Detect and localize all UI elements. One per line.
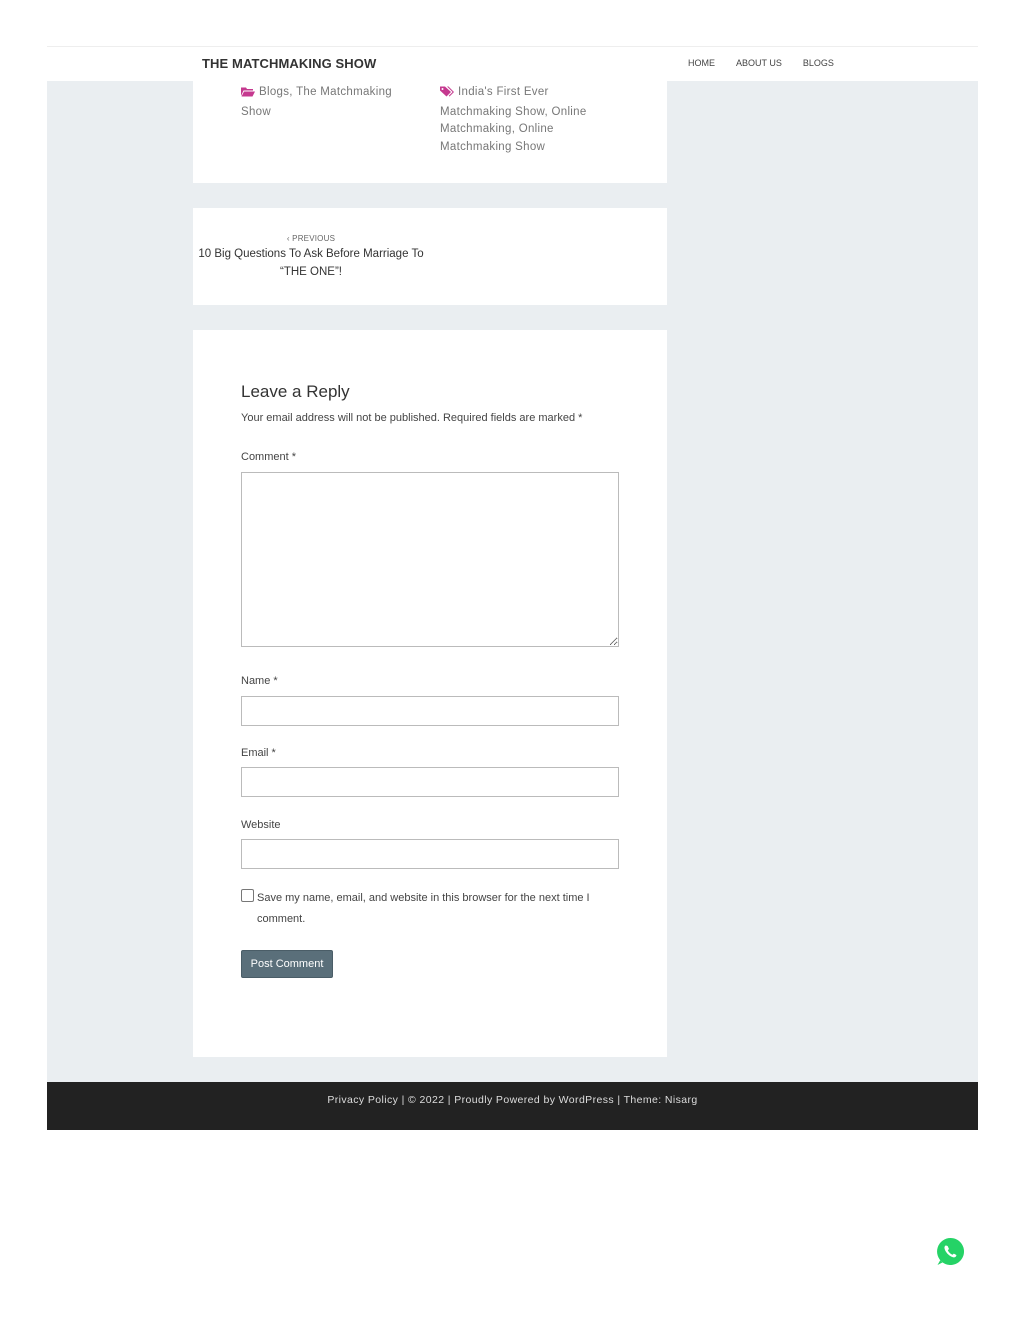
- category-link-matchmaking-show[interactable]: The Matchmaking Show: [241, 86, 392, 118]
- website-label: Website: [241, 819, 281, 831]
- theme-link[interactable]: Nisarg: [664, 1094, 698, 1106]
- name-field[interactable]: [241, 696, 619, 726]
- category-link-blogs[interactable]: Blogs: [259, 86, 290, 98]
- previous-label: ‹ PREVIOUS: [286, 234, 336, 243]
- tag-link-online-matchmaking[interactable]: Online Matchmaking: [440, 105, 587, 135]
- folder-open-icon: [241, 86, 255, 104]
- reply-title: Leave a Reply: [241, 382, 350, 401]
- tags-icon: [440, 86, 454, 104]
- nav-home[interactable]: HOME: [688, 58, 715, 68]
- privacy-policy-link[interactable]: Privacy Policy: [327, 1094, 399, 1106]
- save-cookies-label[interactable]: Save my name, email, and website in this browser for the next time I comment.: [257, 892, 590, 925]
- email-label: Email *: [241, 747, 276, 759]
- wordpress-link[interactable]: Proudly Powered by WordPress: [454, 1094, 615, 1106]
- previous-post-link[interactable]: 10 Big Questions To Ask Before Marriage To “THE ONE”!: [198, 248, 424, 278]
- previous-post[interactable]: [193, 234, 429, 281]
- post-meta-card: [193, 81, 667, 183]
- nav-blogs[interactable]: BLOGS: [802, 58, 834, 68]
- post-categories: Blogs, The Matchmaking Show: [241, 86, 392, 118]
- nav-about-us[interactable]: ABOUT US: [736, 58, 782, 68]
- tag-link-india-first[interactable]: India's First Ever Matchmaking Show: [440, 86, 549, 118]
- save-cookies-checkbox[interactable]: [241, 889, 254, 902]
- footer-text: [47, 1094, 978, 1106]
- tag-link-online-matchmaking-show[interactable]: Online Matchmaking Show: [440, 123, 554, 153]
- post-tags: India's First Ever Matchmaking Show, Online Matchmaking, Online Matchmaking Show: [440, 86, 587, 153]
- comment-label: Comment *: [241, 451, 297, 463]
- comment-form-card: [193, 330, 667, 1057]
- comment-textarea[interactable]: [241, 472, 619, 647]
- post-comment-button[interactable]: Post Comment: [241, 950, 333, 978]
- site-title[interactable]: THE MATCHMAKING SHOW: [202, 56, 377, 71]
- footer-sep-2: | Theme:: [614, 1094, 665, 1106]
- comment-notes: Your email address will not be published. Required fields are marked *: [241, 412, 583, 424]
- main-nav: [688, 58, 855, 68]
- footer-sep-1: | © 2022 |: [398, 1094, 455, 1106]
- name-label: Name *: [241, 675, 278, 687]
- email-field[interactable]: [241, 767, 619, 797]
- whatsapp-icon[interactable]: [935, 1236, 966, 1267]
- site-footer: [47, 1082, 978, 1130]
- website-field[interactable]: [241, 839, 619, 869]
- post-navigation-card: [193, 208, 667, 305]
